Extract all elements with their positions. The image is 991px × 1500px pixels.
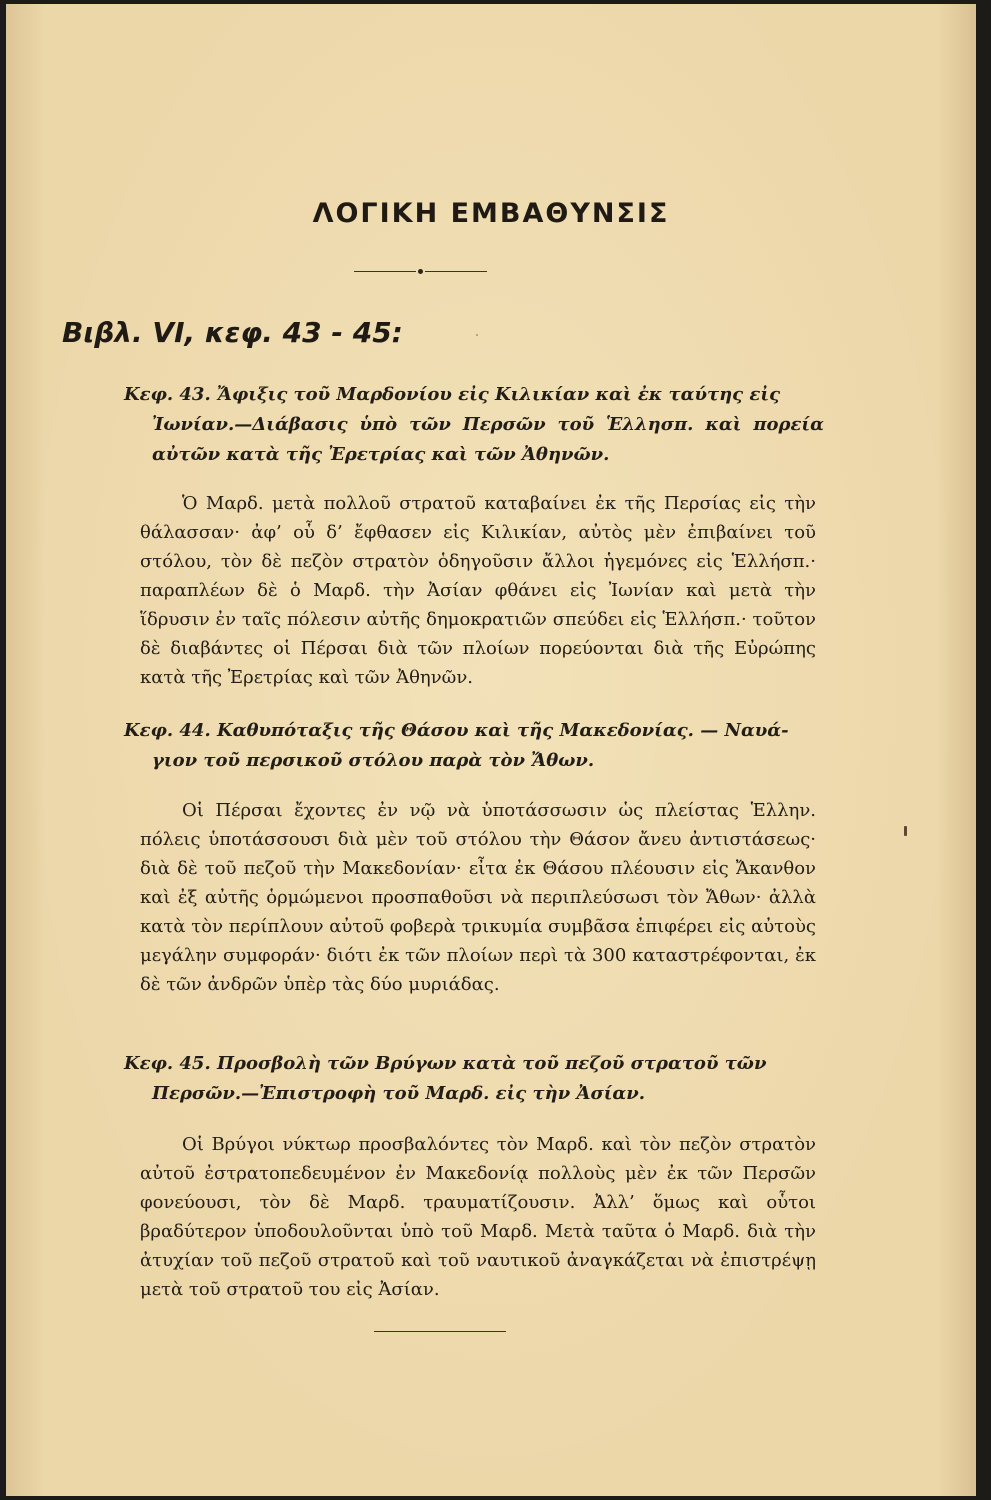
- chapter-43-heading: [124, 380, 824, 470]
- chapter-45-heading: [124, 1049, 824, 1109]
- paper-speck: [476, 334, 478, 336]
- ornament-dot: [418, 269, 423, 274]
- chapter-43-body: Ὁ Μαρδ. μετὰ πολλοῦ στρατοῦ καταβαίνει ἐκ τῆς Περσίας εἰς τὴν θάλασσαν· ἀφ’ οὗ δ’ ἔφθασεν εἰς Κιλικίαν, αὐτὸς μὲν ἐπιβαίνει τοῦ στόλου, τὸν δὲ πεζὸν στρατὸν ὁδηγοῦσιν ἄλλοι ἡγεμόνες εἰς Ἑλλήσπ.· παραπλέων δὲ ὁ Μαρδ. τὴν Ἀσίαν φθάνει εἰς Ἰωνίαν καὶ μετὰ τὴν ἵδρυσιν ἐν ταῖς πόλεσιν αὐτῆς δημοκρατιῶν σπεύδει εἰς Ἑλλήσπ.· τοῦτον δὲ διαβάντες οἱ Πέρσαι διὰ τῶν πλοίων πορεύονται διὰ τῆς Εὐρώπης κατὰ τῆς Ἐρετρίας καὶ τῶν Ἀθηνῶν.: [140, 493, 816, 688]
- ornament-line-right: [425, 271, 487, 272]
- book-reference: Βιβλ. VI, κεφ. 43 - 45:: [62, 316, 403, 349]
- chapter-45-heading-rest: Περσῶν.—Ἐπιστροφὴ τοῦ Μαρδ. εἰς τὴν Ἀσίαν.: [152, 1083, 646, 1104]
- chapter-45-body: Οἱ Βρύγοι νύκτωρ προσβαλόντες τὸν Μαρδ. καὶ τὸν πεζὸν στρατὸν αὐτοῦ ἐστρατοπεδευμένον ἐν Μακεδονίᾳ πολλοὺς μὲν ἐκ τῶν Περσῶν φονεύουσι, τὸν δὲ Μαρδ. τραυματίζουσιν. Ἀλλ’ ὅμως καὶ οὗτοι βραδύτερον ὑποδουλοῦνται ὑπὸ τοῦ Μαρδ. Μετὰ ταῦτα ὁ Μαρδ. διὰ τὴν ἀτυχίαν τοῦ πεζοῦ στρατοῦ καὶ τοῦ ναυτικοῦ ἀναγκάζεται νὰ ἐπιστρέψῃ μετὰ τοῦ στρατοῦ του εἰς Ἀσίαν.: [140, 1134, 816, 1300]
- chapter-44-heading-first: Κεφ. 44. Καθυπόταξις τῆς Θάσου καὶ τῆς Μακεδονίας. — Ναυά-: [124, 720, 789, 741]
- paper-speck: [904, 826, 907, 836]
- closing-rule: [374, 1331, 506, 1332]
- chapter-44-heading-rest: γιον τοῦ περσικοῦ στόλου παρὰ τὸν Ἄθων.: [152, 750, 595, 771]
- ornament-line-left: [354, 271, 416, 272]
- chapter-44-heading: [124, 716, 824, 776]
- page-title: ΛΟΓΙΚΗ ΕΜΒΑΘΥΝΣΙΣ: [312, 198, 670, 229]
- chapter-43-heading-rest: Ἰωνίαν.—Διάβασις ὑπὸ τῶν Περσῶν τοῦ Ἑλλησπ. καὶ πορεία αὐτῶν κατὰ τῆς Ἐρετρίας καὶ τῶν Ἀθηνῶν.: [152, 414, 824, 465]
- title-ornament: [354, 270, 488, 274]
- chapter-45-heading-first: Κεφ. 45. Προσβολὴ τῶν Βρύγων κατὰ τοῦ πεζοῦ στρατοῦ τῶν: [124, 1053, 767, 1074]
- chapter-43-heading-first: Κεφ. 43. Ἄφιξις τοῦ Μαρδονίου εἰς Κιλικίαν καὶ ἐκ ταύτης εἰς: [124, 384, 781, 405]
- chapter-44-body: Οἱ Πέρσαι ἔχοντες ἐν νῷ νὰ ὑποτάσσωσιν ὡς πλείστας Ἑλλην. πόλεις ὑποτάσσουσι διὰ μὲν τοῦ στόλου τὴν Θάσον ἄνευ ἀντιστάσεως· διὰ δὲ τοῦ πεζοῦ τὴν Μακεδονίαν· εἶτα ἐκ Θάσου πλέουσιν εἰς Ἄκανθον καὶ ἐξ αὐτῆς ὁρμώμενοι προσπαθοῦσι νὰ περιπλεύσωσι τὸν Ἄθων· ἀλλὰ κατὰ τὸν περίπλουν αὐτοῦ φοβερὰ τρικυμία συμβᾶσα ἐπιφέρει εἰς αὐτοὺς μεγάλην συμφοράν· διότι ἐκ τῶν πλοίων περὶ τὰ 300 καταστρέφονται, ἐκ δὲ τῶν ἀνδρῶν ὑπὲρ τὰς δύο μυριάδας.: [140, 800, 816, 995]
- book-page: [6, 4, 976, 1496]
